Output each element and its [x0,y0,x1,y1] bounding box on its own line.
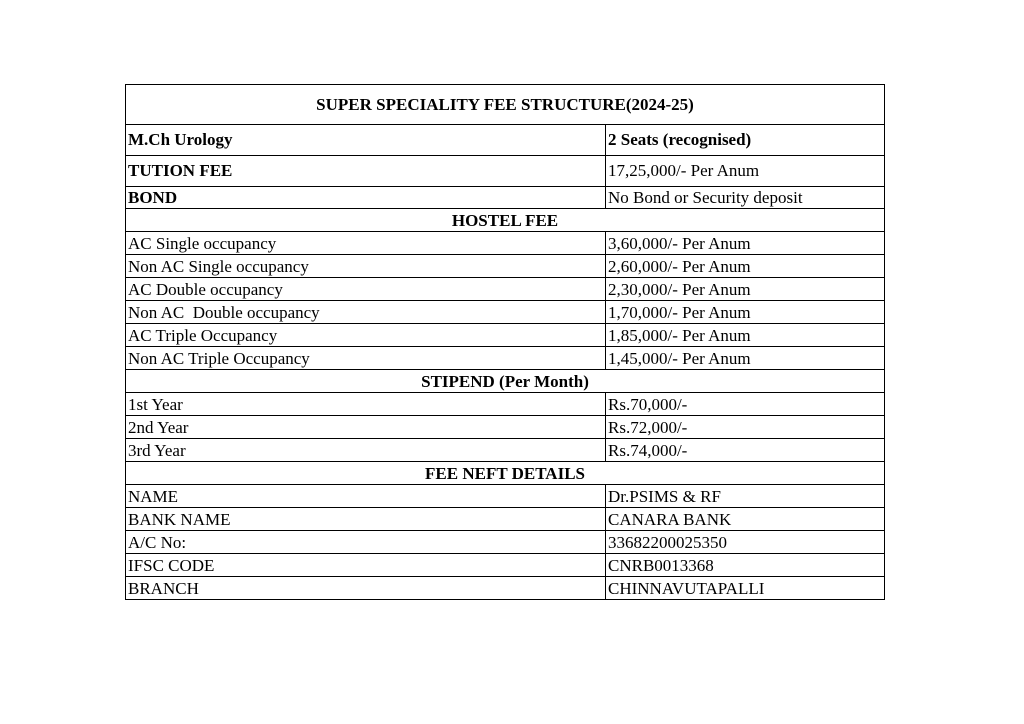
fee-structure-table [125,84,885,600]
table-row [126,554,885,577]
table-row [126,393,885,416]
title-row [126,85,885,125]
hostel-label: Non AC Double occupancy [126,301,606,324]
stipend-amount: Rs.74,000/- [606,439,885,462]
neft-value: CNRB0013368 [606,554,885,577]
hostel-value: 2,60,000/- Per Anum [606,255,885,278]
table-row [126,508,885,531]
stipend-year: 2nd Year [126,416,606,439]
hostel-label: AC Triple Occupancy [126,324,606,347]
stipend-heading: STIPEND (Per Month) [126,370,885,393]
table-row [126,416,885,439]
stipend-heading-row [126,370,885,393]
neft-value: Dr.PSIMS & RF [606,485,885,508]
table-row [126,531,885,554]
table-row [126,347,885,370]
hostel-value: 1,85,000/- Per Anum [606,324,885,347]
course-row [126,125,885,156]
hostel-heading-row [126,209,885,232]
table-row [126,485,885,508]
table-row [126,324,885,347]
table-row [126,577,885,600]
neft-label: BRANCH [126,577,606,600]
table-title: SUPER SPECIALITY FEE STRUCTURE(2024-25) [126,85,885,125]
hostel-label: Non AC Triple Occupancy [126,347,606,370]
bond-row [126,187,885,209]
neft-heading: FEE NEFT DETAILS [126,462,885,485]
hostel-value: 1,70,000/- Per Anum [606,301,885,324]
hostel-value: 3,60,000/- Per Anum [606,232,885,255]
table-row [126,301,885,324]
table-row [126,255,885,278]
bond-value: No Bond or Security deposit [606,187,885,209]
stipend-amount: Rs.72,000/- [606,416,885,439]
bond-label: BOND [126,187,606,209]
hostel-value: 1,45,000/- Per Anum [606,347,885,370]
tuition-label: TUTION FEE [126,156,606,187]
hostel-label: Non AC Single occupancy [126,255,606,278]
course-seats: 2 Seats (recognised) [606,125,885,156]
hostel-label: AC Double occupancy [126,278,606,301]
stipend-amount: Rs.70,000/- [606,393,885,416]
table-row [126,278,885,301]
neft-label: NAME [126,485,606,508]
neft-label: BANK NAME [126,508,606,531]
neft-value: 33682200025350 [606,531,885,554]
course-name: M.Ch Urology [126,125,606,156]
hostel-value: 2,30,000/- Per Anum [606,278,885,301]
neft-value: CHINNAVUTAPALLI [606,577,885,600]
neft-label: IFSC CODE [126,554,606,577]
table-row [126,232,885,255]
table-row [126,439,885,462]
tuition-value: 17,25,000/- Per Anum [606,156,885,187]
hostel-label: AC Single occupancy [126,232,606,255]
neft-label: A/C No: [126,531,606,554]
hostel-heading: HOSTEL FEE [126,209,885,232]
stipend-year: 1st Year [126,393,606,416]
neft-heading-row [126,462,885,485]
tuition-row [126,156,885,187]
stipend-year: 3rd Year [126,439,606,462]
neft-value: CANARA BANK [606,508,885,531]
